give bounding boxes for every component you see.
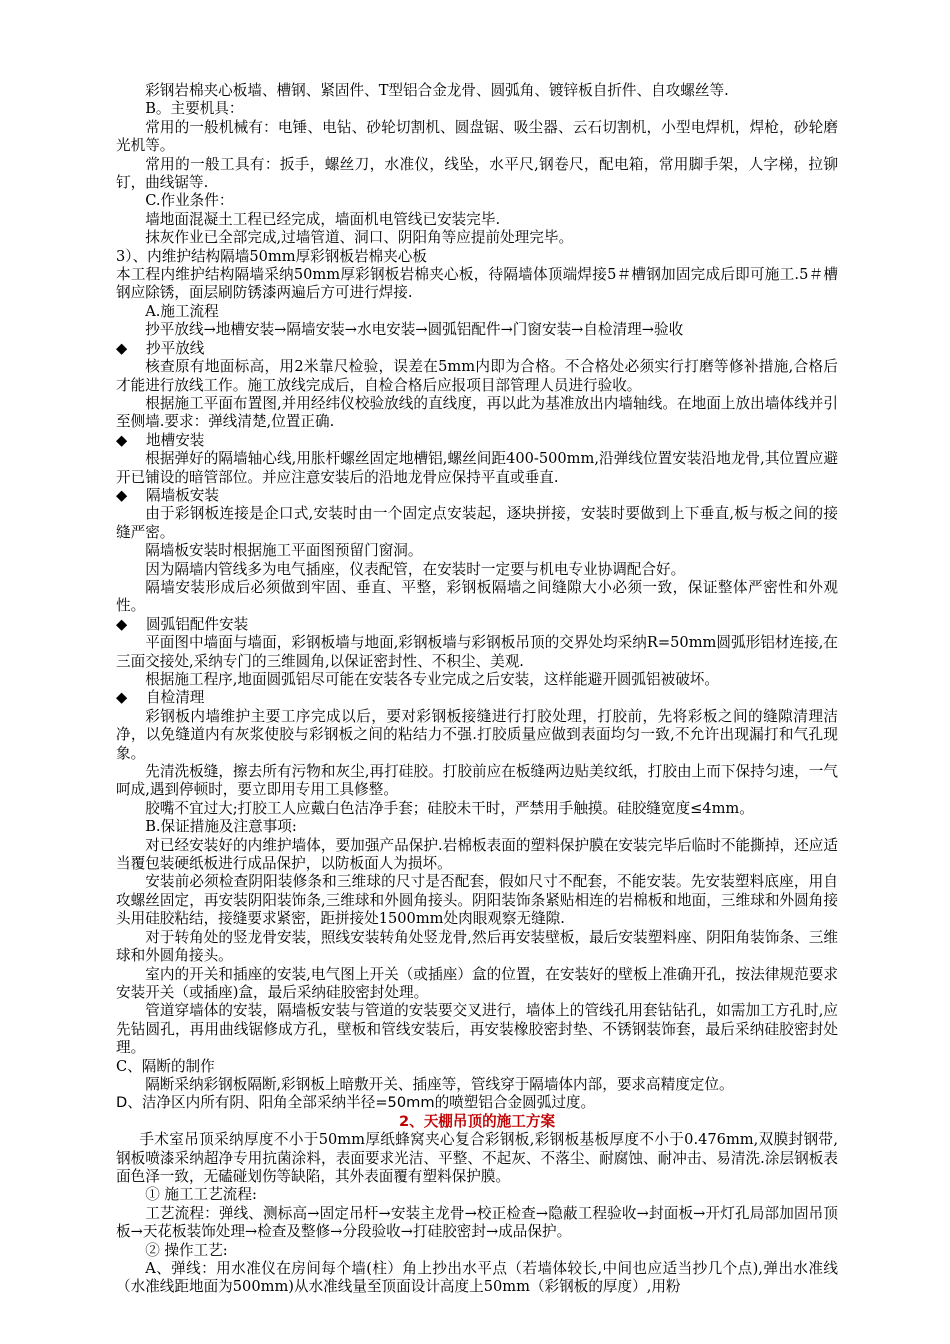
paragraph: 安装前必须检查阴阳装修条和三维球的尺寸是否配套，假如尺寸不配套，不能安装。先安装塑料底座，用自攻螺丝固定，再安装阴阳装饰条,三维球和外圆角接头。阴阳装饰条紧贴相连的岩棉板和地面，三维球和外圆角接头用硅胶粘结，接缝要求紧密，距拼接处1500mm处肉眼观察无缝隙.	[116, 873, 838, 928]
bullet-heading	[116, 616, 838, 634]
diamond-bullet-icon: ◆	[116, 339, 128, 357]
diamond-bullet-icon: ◆	[116, 615, 128, 633]
paragraph: 胶嘴不宜过大;打胶工人应戴白色洁净手套；硅胶未干时，严禁用手触摸。硅胶缝宽度≤4mm。	[145, 799, 754, 817]
paragraph: 隔墙板安装时根据施工平面图预留门窗洞。	[145, 542, 423, 560]
paragraph: 彩钢板内墙维护主要工序完成以后，要对彩钢板接缝进行打胶处理，打胶前，先将彩板之间的缝隙清理洁净，以免缝道内有灰浆使胶与彩钢板之间的粘结力不强.打胶质量应做到表面均匀一致,不允许出现漏打和气孔现象。	[116, 707, 838, 762]
bullet-heading-text: 圆弧铝配件安装	[146, 615, 249, 633]
diamond-bullet-icon: ◆	[116, 689, 128, 707]
section-heading: 2、天棚吊顶的施工方案	[398, 1112, 556, 1130]
bullet-heading	[116, 689, 838, 707]
paragraph: 墙地面混凝土工程已经完成，墙面机电管线已安装完毕.	[145, 210, 501, 228]
paragraph: 先清洗板缝，擦去所有污物和灰尘,再打硅胶。打胶前应在板缝两边贴美纹纸，打胶由上而下保持匀速，一气呵成,遇到停顿时，要立即用专用工具修整。	[116, 763, 838, 799]
bullet-heading	[116, 432, 838, 450]
paragraph: 管道穿墙体的安装，隔墙板安装与管道的安装要交叉进行，墙体上的管线孔用套钻钻孔，如需加工方孔时,应先钻圆孔，再用曲线锯修成方孔，壁板和管线安装后，再安装橡胶密封垫、不锈钢装饰套，最后采纳硅胶密封处理。	[116, 1002, 838, 1057]
paragraph: 根据施工平面布置图,并用经纬仪校验放线的直线度，再以此为基准放出内墙轴线。在地面上放出墙体线并引至侧墙.要求：弹线清楚,位置正确.	[116, 394, 838, 431]
paragraph: 抄平放线→地槽安装→隔墙安装→水电安装→圆弧铝配件→门窗安装→自检清理→验收	[145, 321, 684, 339]
paragraph: 工艺流程：弹线、测标高→固定吊杆→安装主龙骨→校正检查→隐蔽工程验收→封面板→开灯孔局部加固吊顶板→天花板装饰处理→检查及整修→分段验收→打硅胶密封→成品保护。	[116, 1204, 838, 1241]
bullet-heading-text: 地槽安装	[146, 431, 205, 449]
diamond-bullet-icon: ◆	[116, 486, 128, 504]
bullet-heading-text: 自检清理	[146, 689, 205, 707]
diamond-bullet-icon: ◆	[116, 431, 128, 449]
paragraph: 对已经安装好的内维护墙体，要加强产品保护.岩棉板表面的塑料保护膜在安装完毕后临时不能撕掉，还应适当覆包装硬纸板进行成品保护，以防板面人为损坏。	[116, 836, 838, 873]
bullet-heading	[116, 487, 838, 505]
paragraph: 常用的一般机械有：电锤、电钻、砂轮切割机、圆盘锯、吸尘器、云石切割机，小型电焊机，焊枪，砂轮磨光机等。	[116, 118, 838, 155]
paragraph: 由于彩钢板连接是企口式,安装时由一个固定点安装起，逐块拼接，安装时要做到上下垂直,板与板之间的接缝严密。	[116, 505, 838, 541]
paragraph: 因为隔墙内管线多为电气插座，仪表配管，在安装时一定要与机电专业协调配合好。	[145, 560, 686, 578]
paragraph: 对于转角处的竖龙骨安装，照线安装转角处竖龙骨,然后再安装壁板，最后安装塑料座、阴阳角装饰条、三维球和外圆角接头。	[116, 928, 838, 965]
paragraph: 平面图中墙面与墙面，彩钢板墙与地面,彩钢板墙与彩钢板吊顶的交界处均采纳R=50mm圆弧形铝材连接,在三面交接处,采纳专门的三维圆角,以保证密封性、不积尘、美观.	[116, 634, 838, 670]
paragraph: 常用的一般工具有：扳手，螺丝刀，水准仪，线坠，水平尺,钢卷尺，配电箱，常用脚手架，人字梯，拉铆钉，曲线锯等.	[116, 155, 838, 192]
paragraph: B。主要机具：	[145, 100, 244, 118]
paragraph: A.施工流程	[145, 302, 219, 320]
paragraph: 隔墙安装形成后必须做到牢固、垂直、平整，彩钢板隔墙之间缝隙大小必须一致，保证整体严密性和外观性。	[116, 578, 838, 615]
document-body	[116, 82, 838, 1297]
paragraph: B.保证措施及注意事项:	[145, 818, 297, 836]
paragraph: A、弹线：用水准仪在房间每个墙(柱）角上抄出水平点（若墙体较长,中间也应适当抄几个点),弹出水准线（水准线距地面为500mm)从水准线量至顶面设计高度上50mm（彩钢板的厚度）,用粉	[116, 1260, 838, 1296]
paragraph: ② 操作工艺:	[145, 1241, 228, 1259]
paragraph: C.作业条件：	[145, 192, 234, 210]
bullet-heading	[116, 340, 838, 358]
paragraph: 手术室吊顶采纳厚度不小于50mm厚纸蜂窝夹心复合彩钢板,彩钢板基板厚度不小于0.476mm,双膜封钢带,钢板喷漆采纳超净专用抗菌涂料，表面要求光洁、平整、不起灰、不落尘、耐腐蚀、耐冲击、易清洗.涂层钢板表面色泽一致，无磕碰划伤等缺陷，其外表面覆有塑料保护膜。	[116, 1131, 838, 1185]
bullet-heading-text: 抄平放线	[146, 339, 205, 357]
paragraph: 根据施工程序,地面圆弧铝尽可能在安装各专业完成之后安装，这样能避开圆弧铝被破坏。	[145, 671, 719, 688]
paragraph: 核查原有地面标高，用2米靠尺检验，误差在5mm内即为合格。不合格处必须实行打磨等修补措施,合格后才能进行放线工作。施工放线完成后，自检合格后应报项目部管理人员进行验收。	[116, 358, 838, 394]
paragraph: 3）、内维护结构隔墙50mm厚彩钢板岩棉夹心板	[116, 247, 427, 265]
paragraph: 本工程内维护结构隔墙采纳50mm厚彩钢板岩棉夹心板，待隔墙体顶端焊接5＃槽钢加固完成后即可施工.5＃槽钢应除锈，面层刷防锈漆两遍后方可进行焊接.	[116, 266, 838, 302]
paragraph: ① 施工工艺流程:	[145, 1186, 257, 1204]
paragraph: 室内的开关和插座的安装,电气图上开关（或插座）盒的位置，在安装好的壁板上准确开孔，按法律规范要求安装开关（或插座)盒，最后采纳硅胶密封处理。	[116, 965, 838, 1001]
bullet-heading-text: 隔墙板安装	[146, 486, 219, 504]
paragraph: 抹灰作业已全部完成,过墙管道、洞口、阴阳角等应提前处理完毕。	[145, 229, 574, 247]
paragraph: 彩钢岩棉夹心板墙、槽钢、紧固件、T型铝合金龙骨、圆弧角、镀锌板自折件、自攻螺丝等.	[145, 82, 729, 99]
paragraph: 隔断采纳彩钢板隔断,彩钢板上暗敷开关、插座等，管线穿于隔墙体内部，要求高精度定位。	[145, 1075, 734, 1093]
paragraph: 根据弹好的隔墙轴心线,用胀杆螺丝固定地槽铝,螺丝间距400-500mm,沿弹线位置安装沿地龙骨,其位置应避开已铺设的暗管部位。并应注意安装后的沿地龙骨应保持平直或垂直.	[116, 450, 838, 486]
paragraph: D、洁净区内所有阴、阳角全部采纳半径=50mm的喷塑铝合金圆弧过度。	[116, 1094, 596, 1112]
paragraph: C、隔断的制作	[116, 1057, 215, 1075]
